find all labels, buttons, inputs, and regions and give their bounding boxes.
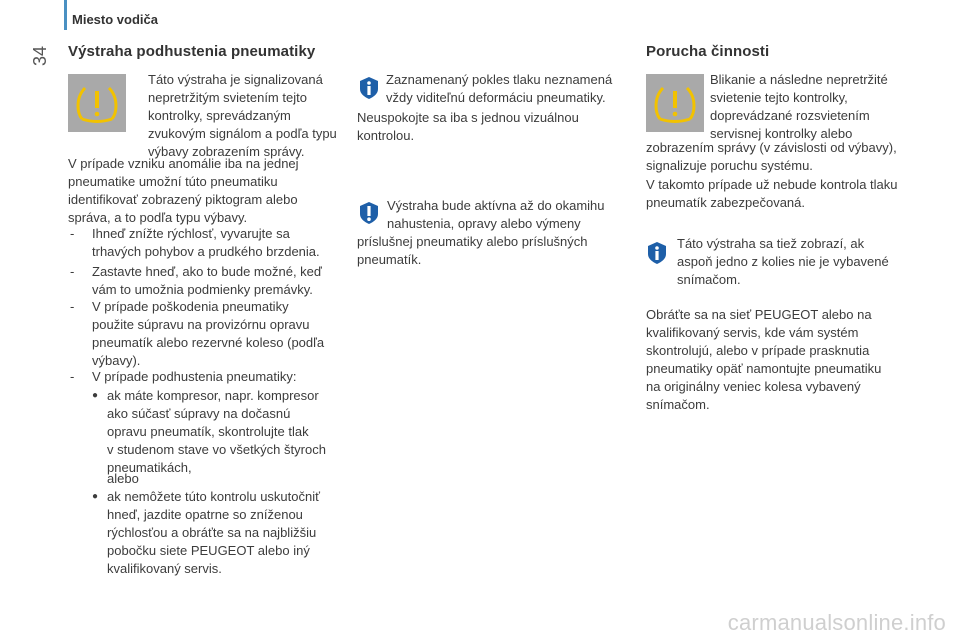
text-line: doprevádzané rozsvietením xyxy=(710,108,870,123)
text-line: trhavých pohybov a prudkého brzdenia. xyxy=(92,244,320,259)
text-line: ako súčasť súpravy na dočasnú xyxy=(107,406,291,421)
text-line: V prípade vzniku anomálie iba na jednej xyxy=(68,156,299,171)
text-line: svietenie tejto kontrolky, xyxy=(710,90,848,105)
text-line: identifikovať zobrazený piktogram alebo xyxy=(68,192,298,207)
text-line: výbavy). xyxy=(92,353,141,368)
text-line: v studenom stave vo všetkých štyroch xyxy=(107,442,326,457)
text-line: V prípade poškodenia pneumatiky xyxy=(92,299,289,314)
text-line: na originálny veniec kolesa vybavený xyxy=(646,379,861,394)
text-line: signalizuje poruchu systému. xyxy=(646,158,813,173)
text-line: pneumatík. xyxy=(357,252,422,267)
section-marker-bar xyxy=(64,0,67,30)
text-line: kontrolou. xyxy=(357,128,415,143)
dash-marker: - xyxy=(70,369,75,384)
col3-icon-description xyxy=(710,71,888,143)
page-number: 34 xyxy=(30,45,50,66)
info-icon xyxy=(646,241,668,265)
text-line: Táto výstraha sa tiež zobrazí, ak xyxy=(677,236,865,251)
text-line: nahustenia, opravy alebo výmeny xyxy=(387,216,581,231)
info-icon xyxy=(358,76,380,100)
text-line: zobrazením správy (v závislosti od výbavy), xyxy=(646,140,897,155)
tire-pressure-warning-icon xyxy=(68,74,126,132)
text-line: Ihneď znížte rýchlosť, vyvarujte sa xyxy=(92,226,290,241)
bullet-marker: ● xyxy=(92,491,99,502)
info-sensor-note xyxy=(677,235,889,289)
text-line: servisnej kontrolky alebo xyxy=(710,126,853,141)
text-line: nepretržitým svietením tejto xyxy=(148,90,307,105)
text-line: ak nemôžete túto kontrolu uskutočniť xyxy=(107,489,320,504)
text-line: pneumatík zabezpečovaná. xyxy=(646,195,805,210)
text-line: Zaznamenaný pokles tlaku neznamená xyxy=(386,72,613,87)
dash-marker: - xyxy=(70,226,75,241)
text-line: hneď, jazdite opatrne so zníženou xyxy=(107,507,303,522)
col1-anomaly-paragraph xyxy=(68,155,299,227)
text-line: kvalifikovaný servis, kde vám systém xyxy=(646,325,859,340)
text-line: opravu pneumatík, skontrolujte tlak xyxy=(107,424,309,439)
text-line: príslušnej pneumatiky alebo príslušných xyxy=(357,234,588,249)
text-line: výbavy zobrazením správy. xyxy=(148,144,305,159)
col1-icon-description xyxy=(148,71,337,161)
section-title: Miesto vodiča xyxy=(72,12,158,27)
text-line: vždy viditeľnú deformáciu pneumatiky. xyxy=(386,90,606,105)
text-line: V takomto prípade už nebude kontrola tlaku xyxy=(646,177,898,192)
text-line: pneumatík alebo rezervné koleso (podľa xyxy=(92,335,325,350)
text-line: kvalifikovaný servis. xyxy=(107,561,222,576)
text-line: správa, a to podľa typu výbavy. xyxy=(68,210,248,225)
alebo-text: alebo xyxy=(107,471,139,486)
heading-tire-underinflation: Výstraha podhustenia pneumatiky xyxy=(68,43,316,60)
text-line: Zastavte hneď, ako to bude možné, keď xyxy=(92,264,322,279)
warning-active-note xyxy=(357,197,605,269)
text-line: pneumatiky opäť namontujte pneumatiku xyxy=(646,361,882,376)
dash-marker: - xyxy=(70,299,75,314)
watermark: carmanualsonline.info xyxy=(727,610,946,635)
info-deformation-note xyxy=(386,71,612,107)
text-line: V prípade podhustenia pneumatiky: xyxy=(92,369,297,384)
text-line: Táto výstraha je signalizovaná xyxy=(148,72,323,87)
text-line: pneumatikách, xyxy=(107,460,192,475)
text-line: Výstraha bude aktívna až do okamihu xyxy=(387,198,605,213)
text-line: Neuspokojte sa iba s jednou vizuálnou xyxy=(357,110,579,125)
text-line: kontrolky, sprevádzaným xyxy=(148,108,291,123)
text-line: pobočku siete PEUGEOT alebo iný xyxy=(107,543,310,558)
text-line: Obráťte sa na sieť PEUGEOT alebo na xyxy=(646,307,872,322)
text-line: Blikanie a následne nepretržité xyxy=(710,72,888,87)
text-line: snímačom. xyxy=(646,397,710,412)
text-line: aspoň jedno z kolies nie je vybavené xyxy=(677,254,889,269)
text-line: pneumatike umožní túto pneumatiku xyxy=(68,174,278,189)
contact-service-paragraph xyxy=(646,306,881,414)
text-line: použite súpravu na provizórnu opravu xyxy=(92,317,310,332)
text-line: snímačom. xyxy=(677,272,741,287)
malfunction-paragraph xyxy=(646,139,897,175)
bullet-marker: ● xyxy=(92,390,99,401)
tire-pressure-warning-icon xyxy=(646,74,704,132)
dash-marker: - xyxy=(70,264,75,279)
heading-malfunction: Porucha činnosti xyxy=(646,43,770,60)
monitoring-disabled-paragraph xyxy=(646,176,898,212)
text-line: vám to umožnia podmienky premávky. xyxy=(92,282,313,297)
visual-check-paragraph xyxy=(357,109,579,145)
text-line: skontrolujú, alebo v prípade prasknutia xyxy=(646,343,870,358)
text-line: rýchlosťou a obráťte sa na najbližšiu xyxy=(107,525,317,540)
text-line: ak máte kompresor, napr. kompresor xyxy=(107,388,319,403)
text-line: zvukovým signálom a podľa typu xyxy=(148,126,337,141)
